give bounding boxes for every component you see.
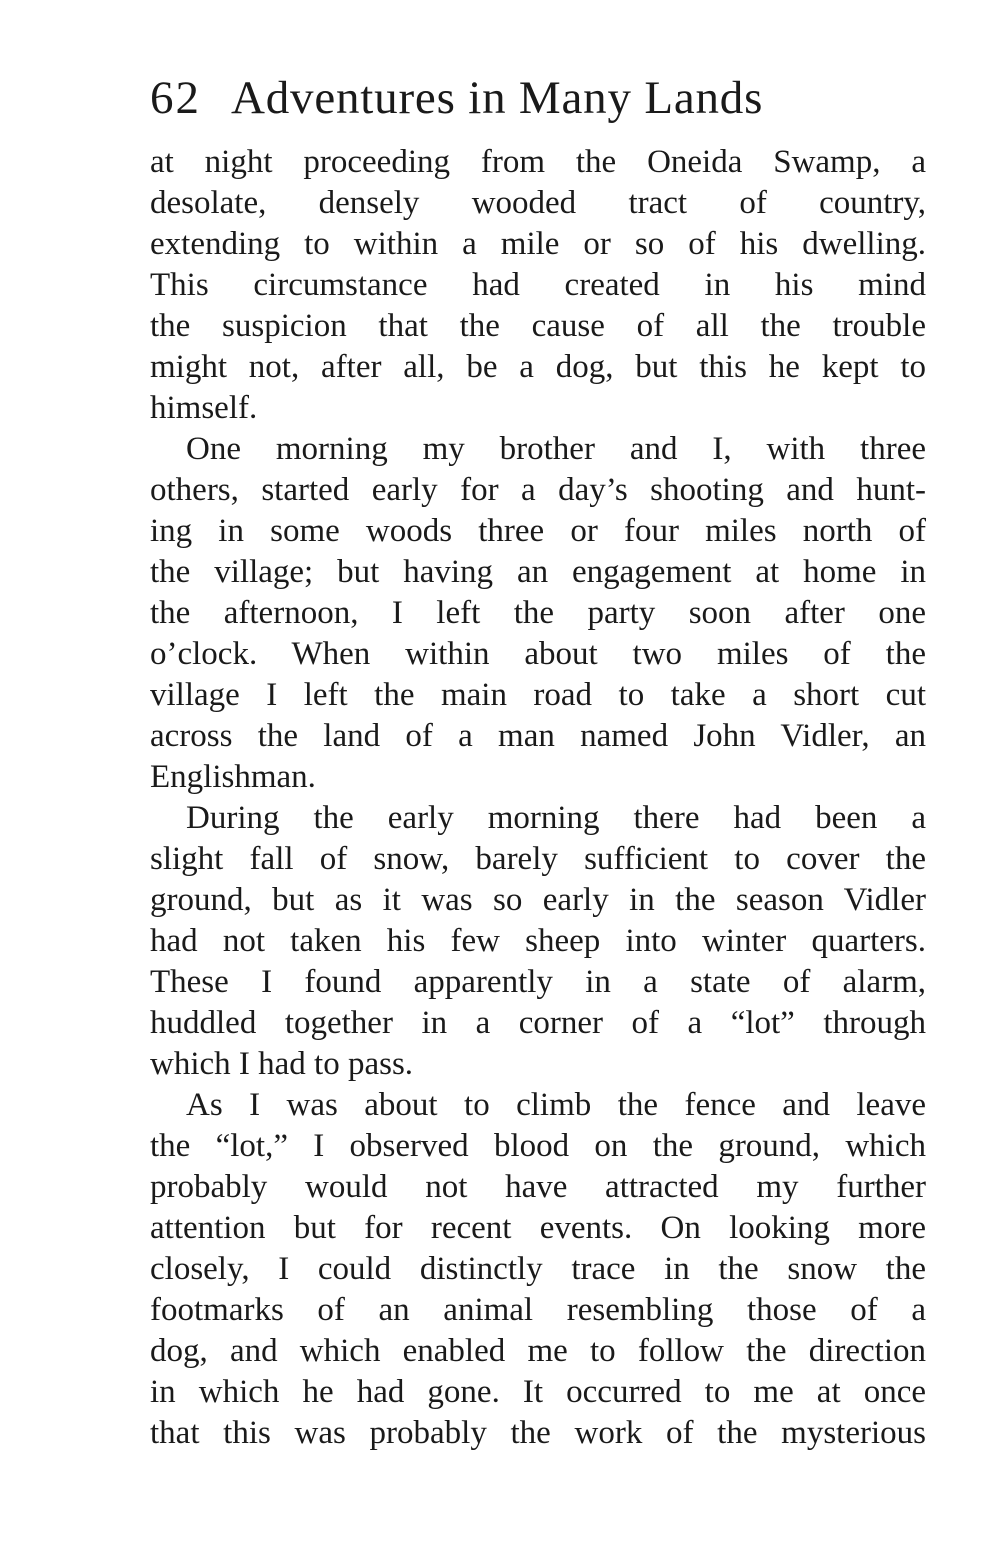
text-line: village I left the main road to take a short cut xyxy=(150,677,926,713)
text-line: huddled together in a corner of a “lot” through xyxy=(150,1005,926,1041)
text-line: desolate, densely wooded tract of country, xyxy=(150,185,926,221)
text-line: footmarks of an animal resembling those of a xyxy=(150,1292,926,1328)
text-line: One morning my brother and I, with three xyxy=(186,431,926,467)
text-line: across the land of a man named John Vidler, an xyxy=(150,718,926,754)
text-line: which I had to pass. xyxy=(150,1046,414,1082)
text-line: himself. xyxy=(150,390,258,426)
text-line: that this was probably the work of the mysterious xyxy=(150,1415,926,1451)
paragraph-4 xyxy=(150,1085,926,1454)
text-line: Englishman. xyxy=(150,759,316,795)
text-line: extending to within a mile or so of his dwelling. xyxy=(150,226,926,262)
text-line: slight fall of snow, barely sufficient to cover the xyxy=(150,841,926,877)
text-line: This circumstance had created in his mind xyxy=(150,267,926,303)
text-line: probably would not have attracted my further xyxy=(150,1169,926,1205)
text-line: others, started early for a day’s shooting and hunt- xyxy=(150,472,926,508)
page-number: 62 xyxy=(150,72,201,124)
text-line: dog, and which enabled me to follow the direction xyxy=(150,1333,926,1369)
text-line: the afternoon, I left the party soon after one xyxy=(150,595,926,631)
text-line: the “lot,” I observed blood on the ground, which xyxy=(150,1128,926,1164)
body-text xyxy=(150,142,926,1454)
paragraph-3 xyxy=(150,798,926,1085)
text-line: at night proceeding from the Oneida Swamp, a xyxy=(150,144,926,180)
running-title: Adventures in Many Lands xyxy=(231,72,764,124)
text-line: These I found apparently in a state of alarm, xyxy=(150,964,926,1000)
text-line: had not taken his few sheep into winter quarters. xyxy=(150,923,926,959)
text-line: During the early morning there had been a xyxy=(186,800,926,836)
text-line: in which he had gone. It occurred to me at once xyxy=(150,1374,926,1410)
text-line: closely, I could distinctly trace in the snow the xyxy=(150,1251,926,1287)
text-line: the village; but having an engagement at home in xyxy=(150,554,926,590)
text-line: ground, but as it was so early in the season Vidler xyxy=(150,882,926,918)
text-line: As I was about to climb the fence and leave xyxy=(186,1087,926,1123)
text-line: attention but for recent events. On looking more xyxy=(150,1210,926,1246)
paragraph-2 xyxy=(150,429,926,798)
paragraph-1 xyxy=(150,142,926,429)
text-line: might not, after all, be a dog, but this he kept to xyxy=(150,349,926,385)
text-line: the suspicion that the cause of all the trouble xyxy=(150,308,926,344)
running-head xyxy=(150,68,890,128)
text-line: ing in some woods three or four miles north of xyxy=(150,513,926,549)
text-line: o’clock. When within about two miles of the xyxy=(150,636,926,672)
